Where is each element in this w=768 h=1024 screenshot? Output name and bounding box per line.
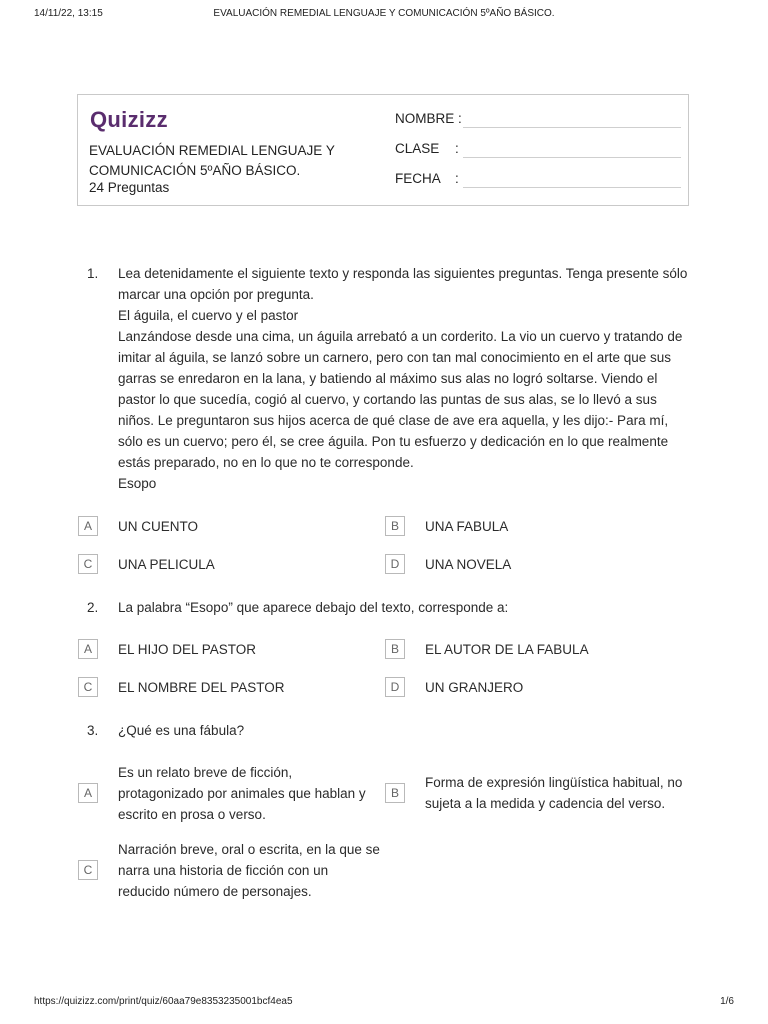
date-field [395,171,681,191]
question-number: 2. [87,600,99,615]
option-text: EL NOMBRE DEL PASTOR [118,680,285,695]
date-colon: : [455,171,459,186]
option-text: EL HIJO DEL PASTOR [118,642,257,657]
option-b[interactable] [385,516,685,537]
option-d[interactable] [385,554,685,575]
page-number: 1/6 [720,996,734,1007]
option-letter: B [385,516,405,536]
option-letter: C [78,554,98,574]
option-text: UN GRANJERO [425,680,524,695]
print-header [34,8,734,24]
print-footer [34,996,734,1010]
story-text: Lanzándose desde una cima, un águila arrebató a un corderito. La vio un cuervo y tratando de imitar al águila, se lanzó sobre un carnero, pero con tan mal conocimiento en el arte que sus garras se enredaron en la lana, y batiendo al máximo sus alas no logró soltarse. Viendo el pastor lo que sucedía, cogió al cuervo, y cortando las puntas de sus alas, se lo llevó a sus niños. Le preguntaron sus hijos acerca de qué clase de ave era aquella, y les dijo:- Para mí, sólo es un cuervo; pero él, se cree águila. Pon tu esfuerzo y dedicación en lo que realmente estás preparado, no en lo que no te corresponde. [118,329,683,470]
option-text: Es un relato breve de ficción, protagonizado por animales que hablan y escrito en prosa o verso. [118,765,366,822]
option-text: UNA FABULA [425,519,509,534]
print-url[interactable]: https://quizizz.com/print/quiz/60aa79e8353235001bcf4ea5 [34,996,293,1007]
option-a[interactable] [78,516,358,537]
quiz-title: EVALUACIÓN REMEDIAL LENGUAJE Y COMUNICACIÓN 5ºAÑO BÁSICO. [89,143,335,178]
name-field [395,111,681,131]
story-author: Esopo [118,476,157,491]
option-a[interactable] [78,639,358,660]
option-letter: B [385,639,405,659]
question-instruction: Lea detenidamente el siguiente texto y responda las siguientes preguntas. Tenga presente sólo marcar una opción por pregunta. [118,266,688,302]
date-label: FECHA [395,171,441,186]
name-line [463,127,681,128]
question-number: 3. [87,723,99,738]
quizizz-logo: Quizizz [90,107,168,132]
class-line [463,157,681,158]
story-title: El águila, el cuervo y el pastor [118,308,299,323]
class-field [395,141,681,161]
option-text: UNA NOVELA [425,557,512,572]
option-letter: A [78,516,98,536]
class-label: CLASE [395,141,440,156]
quiz-header-box [77,94,689,206]
option-c[interactable] [78,677,358,698]
option-text: EL AUTOR DE LA FABULA [425,642,589,657]
option-text: Forma de expresión lingüística habitual, no sujeta a la medida y cadencia del verso. [425,775,683,811]
date-line [463,187,681,188]
option-a[interactable] [78,762,380,825]
question-number: 1. [87,266,99,281]
option-letter: D [385,677,405,697]
option-letter: D [385,554,405,574]
option-letter: A [78,783,98,803]
option-letter: A [78,639,98,659]
name-label: NOMBRE : [395,111,462,126]
question-text: ¿Qué es una fábula? [118,723,245,738]
question-count: 24 Preguntas [89,180,170,195]
option-b[interactable] [385,639,685,660]
print-doc-title: EVALUACIÓN REMEDIAL LENGUAJE Y COMUNICACIÓN 5ºAÑO BÁSICO. [213,8,555,19]
option-letter: C [78,860,98,880]
option-text: Narración breve, oral o escrita, en la que se narra una historia de ficción con un reducido número de personajes. [118,842,380,899]
option-b[interactable] [385,772,690,814]
option-text: UN CUENTO [118,519,199,534]
option-c[interactable] [78,554,358,575]
option-c[interactable] [78,839,380,902]
print-datetime: 14/11/22, 13:15 [34,8,103,19]
option-d[interactable] [385,677,685,698]
class-colon: : [455,141,459,156]
question-text [118,263,693,494]
option-letter: C [78,677,98,697]
question-text: La palabra “Esopo” que aparece debajo del texto, corresponde a: [118,600,509,615]
option-text: UNA PELICULA [118,557,215,572]
option-letter: B [385,783,405,803]
